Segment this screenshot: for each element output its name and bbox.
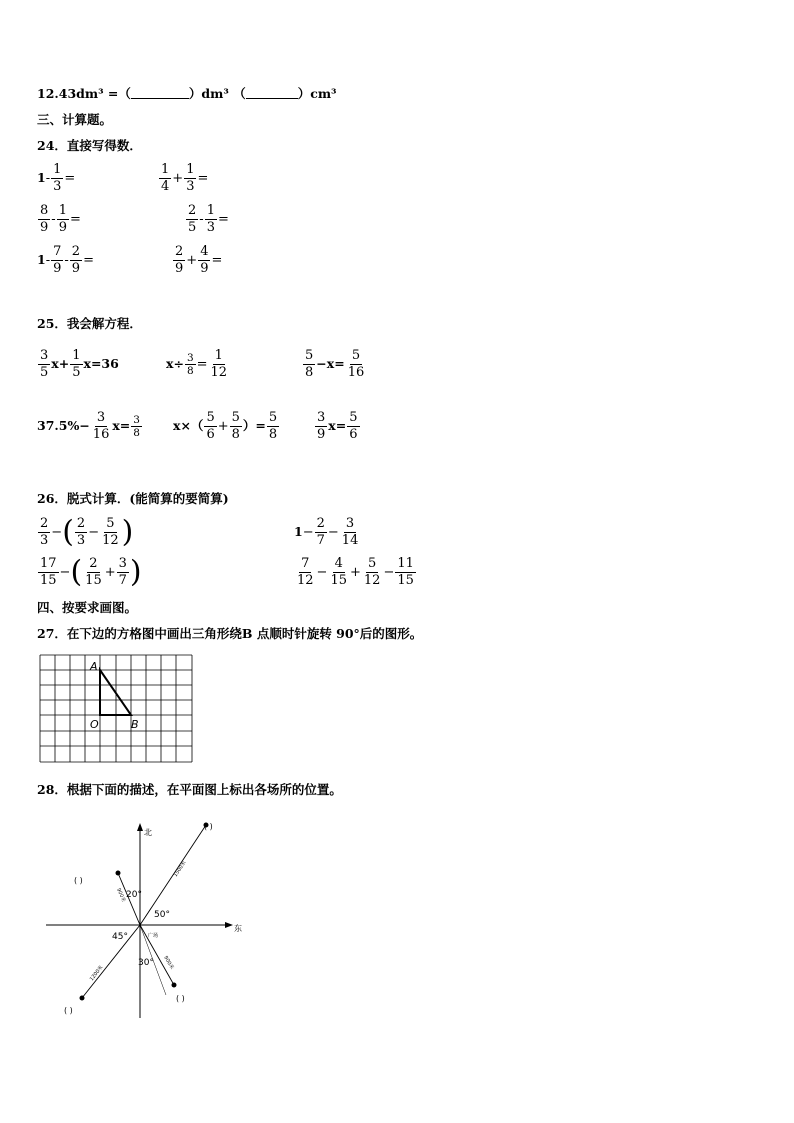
q24-title: 24．直接写得数． xyxy=(37,138,142,153)
fraction-1-3: $\frac{1}{3}$ xyxy=(186,162,195,194)
eq-text: x= xyxy=(328,418,347,433)
fraction-5-6: $\frac{5}{6}$ xyxy=(206,410,215,442)
minus-sign: − xyxy=(302,525,314,540)
fraction-3-5: $\frac{3}{5}$ xyxy=(40,348,49,380)
label-a: A xyxy=(90,660,98,673)
q27-grid-figure[interactable] xyxy=(39,654,193,764)
equals-sign: = xyxy=(83,253,94,268)
fraction-1-3: $\frac{1}{3}$ xyxy=(53,162,62,194)
dist-nw: 900米 xyxy=(115,887,127,904)
eq-text: 37.5%− xyxy=(37,418,90,433)
q23-blank-dm3[interactable] xyxy=(131,86,189,99)
eq-text: ）= xyxy=(242,418,266,433)
minus-sign: - xyxy=(45,253,51,268)
square-label: 广场 xyxy=(148,933,159,939)
q25-eq-5 xyxy=(173,410,280,443)
eq-text: x×（ xyxy=(173,418,204,433)
q25-eq-4 xyxy=(37,410,143,443)
equals-sign: = xyxy=(69,212,81,227)
section3-heading: 三、计算题。 xyxy=(37,112,113,127)
blank-nw[interactable]: ( ) xyxy=(74,876,83,885)
north-label: 北 xyxy=(144,828,152,837)
fraction-2-9: $\frac{2}{9}$ xyxy=(71,244,81,276)
angle-20: 20° xyxy=(126,890,142,900)
q26-title: 26．脱式计算．(能简算的要简算) xyxy=(37,491,229,506)
q23-end: ）cm³ xyxy=(297,86,337,101)
plus-sign: + xyxy=(172,171,184,186)
q25-eq-1 xyxy=(37,348,119,381)
q25-eq-6 xyxy=(314,410,361,443)
fraction-8-9: $\frac{8}{9}$ xyxy=(40,203,49,235)
triangle-aob xyxy=(100,670,131,715)
fraction-2-7: $\frac{2}{7}$ xyxy=(316,516,325,548)
q24-item-4 xyxy=(185,203,229,236)
fraction-5-8: $\frac{5}{8}$ xyxy=(305,348,314,380)
angle-45: 45° xyxy=(112,932,128,942)
fraction-4-15: $\frac{4}{15}$ xyxy=(330,556,347,588)
q24-item-2 xyxy=(158,162,208,195)
q25-title: 25．我会解方程． xyxy=(37,316,142,331)
minus-sign: − xyxy=(316,565,328,580)
fraction-7-9: $\frac{7}{9}$ xyxy=(53,244,62,276)
q28-map-figure[interactable] xyxy=(40,815,255,1025)
section4-heading: 四、按要求画图。 xyxy=(37,600,138,615)
num-one: 1 xyxy=(37,170,46,185)
plus-sign: + xyxy=(104,565,116,580)
q26-expr-3: $\frac{17}{15}$ −( $\frac{2}{15}$ + $\frac{3}{7}$ ) xyxy=(40,554,142,590)
fraction-1-4: $\frac{1}{4}$ xyxy=(161,162,170,194)
fraction-2-3: $\frac{2}{3}$ xyxy=(76,516,86,548)
q23-mid: ）dm³ （ xyxy=(188,86,246,101)
q26-expr-1: $\frac{2}{3}$ −( $\frac{2}{3}$ − $\frac{5}{12}$ ) xyxy=(40,514,134,550)
eq-text: x÷ xyxy=(166,356,184,371)
plus-sign: + xyxy=(186,253,198,268)
equals-sign: = xyxy=(211,253,223,268)
fraction-1-5: $\frac{1}{5}$ xyxy=(72,348,81,380)
minus-sign: - xyxy=(45,171,51,186)
q24-item-5 xyxy=(37,244,94,277)
fraction-3-9: $\frac{3}{9}$ xyxy=(317,410,326,442)
eq-text: x= xyxy=(112,418,131,433)
fraction-3-14: $\frac{3}{14}$ xyxy=(341,516,359,548)
minus-sign: − xyxy=(51,525,63,540)
fraction-4-9: $\frac{4}{9}$ xyxy=(200,244,209,276)
fraction-5-8: $\frac{5}{8}$ xyxy=(268,410,278,442)
q26-expr-2 xyxy=(294,516,361,549)
minus-sign: − xyxy=(59,565,71,580)
q28-title: 28．根据下面的描述，在平面图上标出各场所的位置。 xyxy=(37,782,342,797)
q26-expr-4 xyxy=(294,556,417,589)
angle-30: 30° xyxy=(138,958,154,968)
eq-text: x+ xyxy=(51,356,70,371)
fraction-5-6: $\frac{5}{6}$ xyxy=(349,410,358,442)
q25-eq-3 xyxy=(302,348,367,381)
dist-se: 900米 xyxy=(162,955,175,971)
label-b: B xyxy=(131,718,139,731)
q25-eq-2 xyxy=(166,348,230,381)
fraction-11-15: $\frac{11}{15}$ xyxy=(397,556,414,588)
fraction-3-8: $\frac{3}{8}$ xyxy=(133,414,140,439)
q23-blank-cm3[interactable] xyxy=(246,86,298,99)
fraction-5-16: $\frac{5}{16}$ xyxy=(347,348,365,380)
equals-sign: = xyxy=(64,171,76,186)
fraction-2-3: $\frac{2}{3}$ xyxy=(40,516,49,548)
num-one: 1 xyxy=(294,524,303,539)
dist-ne: 1500米 xyxy=(172,860,188,879)
q24-item-6 xyxy=(172,244,222,277)
fraction-17-15: $\frac{17}{15}$ xyxy=(40,556,57,588)
q27-title: 27．在下边的方格图中画出三角形绕B 点顺时针旋转 90°后的图形。 xyxy=(37,626,423,641)
minus-sign: − xyxy=(327,525,339,540)
eq-text: x=36 xyxy=(83,356,119,371)
num-one: 1 xyxy=(37,252,46,267)
fraction-5-8: $\frac{5}{8}$ xyxy=(231,410,240,442)
fraction-2-5: $\frac{2}{5}$ xyxy=(188,203,197,235)
blank-ne[interactable]: ( ) xyxy=(204,822,213,831)
q23-lhs: 12.43dm³ =（ xyxy=(37,86,131,101)
q23-line xyxy=(37,84,337,102)
eq-text: −x= xyxy=(316,356,345,371)
minus-sign: − xyxy=(88,525,100,540)
fraction-2-9: $\frac{2}{9}$ xyxy=(175,244,184,276)
angle-50: 50° xyxy=(154,910,170,920)
blank-se[interactable]: ( ) xyxy=(176,994,185,1003)
fraction-5-12: $\frac{5}{12}$ xyxy=(102,516,119,548)
minus-sign: − xyxy=(383,565,395,580)
fraction-3-7: $\frac{3}{7}$ xyxy=(118,556,127,588)
fraction-7-12: $\frac{7}{12}$ xyxy=(297,556,314,588)
blank-sw[interactable]: ( ) xyxy=(64,1006,73,1015)
equals-sign: = xyxy=(217,212,229,227)
fraction-1-9: $\frac{1}{9}$ xyxy=(58,203,67,235)
q24-item-1 xyxy=(37,162,75,195)
east-label: 东 xyxy=(234,924,242,933)
fraction-1-3: $\frac{1}{3}$ xyxy=(206,203,215,235)
q24-item-3 xyxy=(37,203,81,236)
plus-sign: + xyxy=(350,565,361,580)
minus-sign: - xyxy=(64,253,69,268)
fraction-3-8: $\frac{3}{8}$ xyxy=(186,352,194,377)
fraction-2-15: $\frac{2}{15}$ xyxy=(85,556,102,588)
minus-sign: - xyxy=(199,212,204,227)
minus-sign: - xyxy=(51,212,56,227)
fraction-1-12: $\frac{1}{12}$ xyxy=(210,348,228,380)
fraction-3-16: $\frac{3}{16}$ xyxy=(92,410,110,442)
dist-sw: 1200米 xyxy=(88,964,105,983)
equals-sign: = xyxy=(196,357,208,372)
fraction-5-12: $\frac{5}{12}$ xyxy=(363,556,381,588)
label-o: O xyxy=(90,718,99,731)
equals-sign: = xyxy=(197,171,209,186)
plus-sign: + xyxy=(217,419,229,434)
